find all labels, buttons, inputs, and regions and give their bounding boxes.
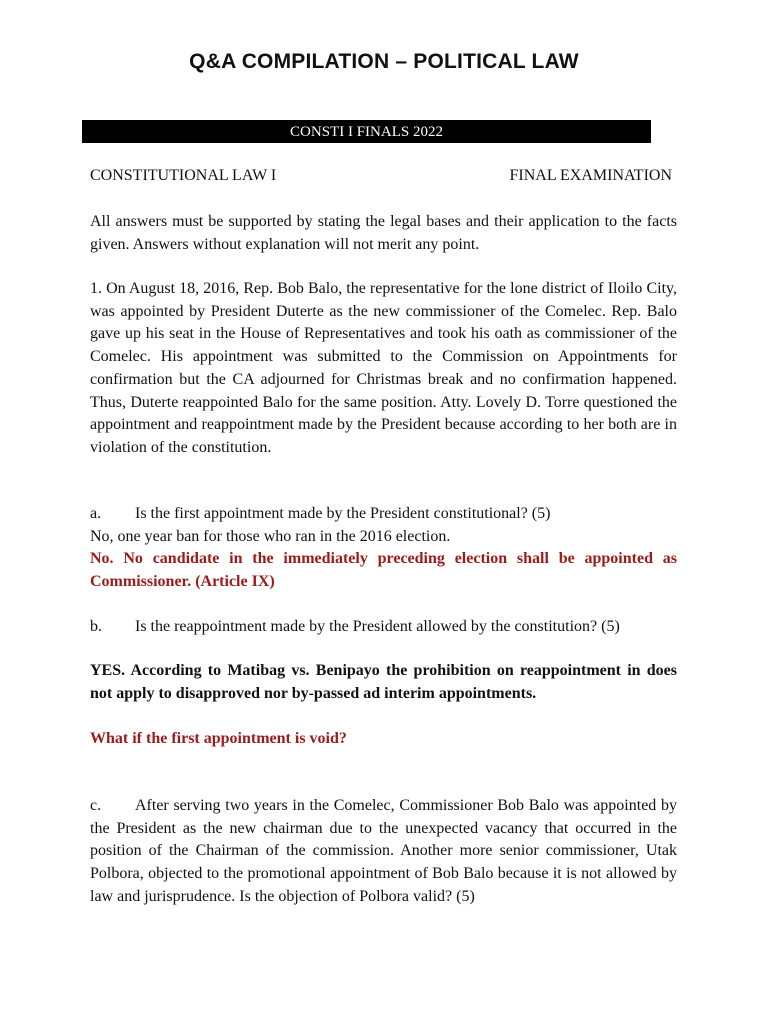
problem-1-paragraph: 1. On August 18, 2016, Rep. Bob Balo, the representative for the lone district of Iloilo City, was appointed by President Duterte as the new commissioner of the Comelec. Rep. Balo gave up his seat in the House of Representatives and took his oath as commissioner of the Comelec. His appointment was submitted to the Commission on Appointments for confirmation but the CA adjourned for Christmas break and no confirmation happened. Thus, Duterte reappointed Balo for the same position. Atty. Lovely D. Torre questioned the appointment and reappointment made by the President because according to her both are in violation of the constitution. xyxy=(90,280,677,456)
question-b-label: b. xyxy=(90,618,102,635)
answer-a-red: No. No candidate in the immediately preceding election shall be appointed as Commissioner. (Article IX) xyxy=(90,550,677,590)
answer-b-bold: YES. According to Matibag vs. Benipayo the prohibition on reappointment in does not apply to disapproved nor by-passed ad interim appointments. xyxy=(90,662,677,702)
question-c-label: c. xyxy=(90,797,102,814)
question-a-label: a. xyxy=(90,505,102,522)
page-title: Q&A COMPILATION – POLITICAL LAW xyxy=(189,50,579,73)
question-c-text: After serving two years in the Comelec, Commissioner Bob Balo was appointed by the President as the new chairman due to the unexpected vacancy that occurred in the position of the Chairman of the commission. Another more senior commissioner, Utak Polbora, objected to the promotional appointment of Bob Balo because it is not allowed by law and jurisprudence. Is the objection of Polbora valid? (5) xyxy=(90,797,677,905)
question-a xyxy=(90,503,677,526)
question-a-text: Is the first appointment made by the President constitutional? (5) xyxy=(135,505,551,522)
question-c xyxy=(90,795,677,909)
instructions-paragraph: All answers must be supported by stating the legal bases and their application to the facts given. Answers without explanation will not merit any point. xyxy=(90,213,677,253)
section-banner: CONSTI I FINALS 2022 xyxy=(82,120,651,143)
question-b xyxy=(90,616,677,639)
answer-a-plain: No, one year ban for those who ran in the 2016 election. xyxy=(90,528,451,545)
exam-header xyxy=(90,165,672,187)
course-name: CONSTITUTIONAL LAW I xyxy=(90,167,277,184)
exam-type: FINAL EXAMINATION xyxy=(509,167,672,184)
question-b-text: Is the reappointment made by the President allowed by the constitution? (5) xyxy=(135,618,620,635)
followup-question-red: What if the first appointment is void? xyxy=(90,730,347,747)
